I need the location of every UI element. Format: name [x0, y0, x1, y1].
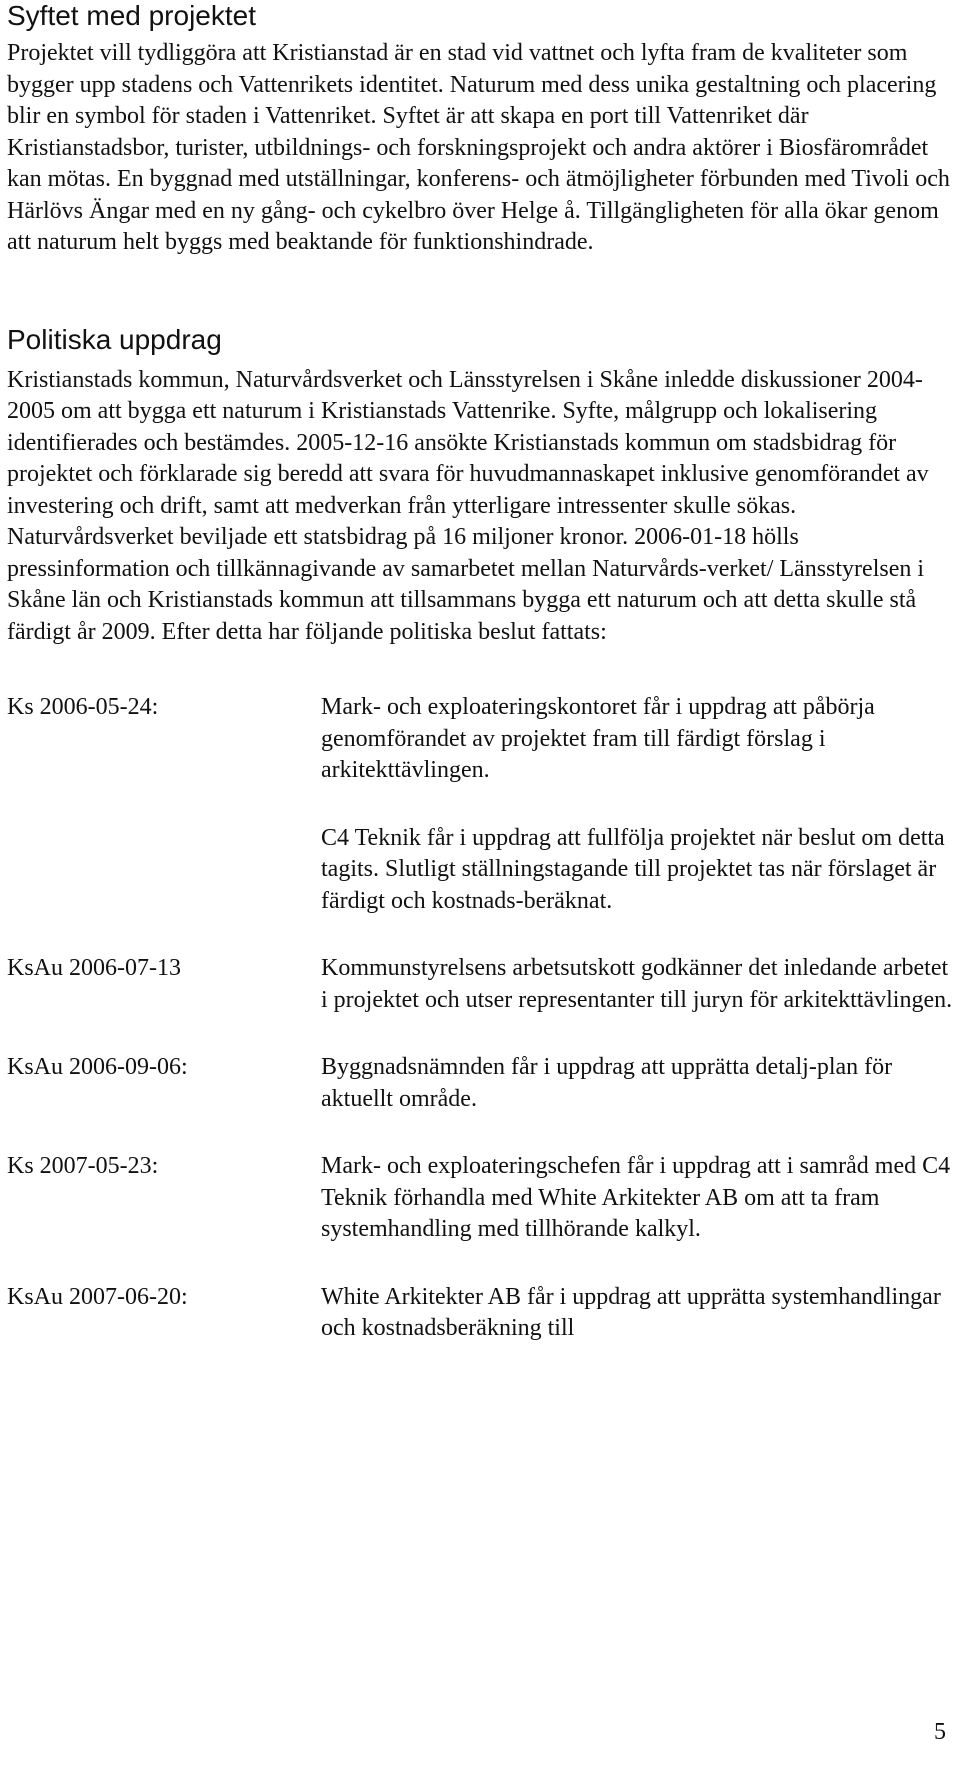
- decision-item: [7, 1052, 953, 1115]
- decision-label: KsAu 2007-06-20:: [7, 1283, 188, 1310]
- decision-item: [7, 692, 953, 787]
- decision-text: Mark- och exploateringskontoret får i uppdrag att påbörja genomförandet av projektet fram till färdigt förslag i arkitekttävlingen.: [321, 694, 875, 783]
- page-number: 5: [934, 1719, 946, 1745]
- decision-text: White Arkitekter AB får i uppdrag att upprätta systemhandlingar och kostnadsberäkning till: [321, 1283, 941, 1341]
- section-heading-politiska: Politiska uppdrag: [7, 323, 222, 355]
- section-heading-syftet: Syftet med projektet: [7, 0, 257, 31]
- section-body-politiska: Kristianstads kommun, Naturvårdsverket och Länsstyrelsen i Skåne inledde diskussioner 2004-2005 om att bygga ett naturum i Kristianstads Vattenrike. Syfte, målgrupp och lokalisering identifierades och bestämdes. 2005-12-16 ansökte Kristianstads kommun om stadsbidrag för projektet och förklarade sig beredd att svara för huvudmannaskapet inklusive genomförandet av investering och drift, samt att medverkan från ytterligare intressenter skulle sökas. Naturvårdsverket beviljade ett statsbidrag på 16 miljoner kronor. 2006-01-18 hölls pressinformation och tillkännagivande av samarbetet mellan Naturvårds-verket/ Länsstyrelsen i Skåne län och Kristianstads kommun att tillsammans bygga ett naturum och att detta skulle stå färdigt år 2009. Efter detta har följande politiska beslut fattats:: [7, 366, 929, 645]
- decision-text: Byggnadsnämnden får i uppdrag att upprätta detalj-plan för aktuellt område.: [321, 1054, 893, 1112]
- decision-label: Ks 2006-05-24:: [7, 694, 159, 720]
- decision-item: [7, 1151, 953, 1246]
- decision-item: [7, 1282, 953, 1345]
- decision-text: Mark- och exploateringschefen får i uppdrag att i samråd med C4 Teknik förhandla med White Arkitekter AB om att ta fram systemhandling med tillhörande kalkyl.: [321, 1153, 951, 1242]
- decision-label: KsAu 2006-07-13: [7, 955, 181, 981]
- decision-text: C4 Teknik får i uppdrag att fullfölja projektet när beslut om detta tagits. Slutligt ställningstagande till projektet tas när förslaget är färdigt och kostnads-beräknat.: [321, 824, 945, 914]
- decision-text: Kommunstyrelsens arbetsutskott godkänner det inledande arbetet i projektet och utser representanter till juryn för arkitekttävlingen.: [321, 955, 953, 1013]
- decision-item: [7, 953, 953, 1016]
- document-page: [7, 0, 953, 1345]
- decision-list: [7, 692, 953, 1345]
- decision-label: Ks 2007-05-23:: [7, 1153, 159, 1179]
- decision-label: KsAu 2006-09-06:: [7, 1054, 188, 1080]
- section-body-syftet: Projektet vill tydliggöra att Kristianstad är en stad vid vattnet och lyfta fram de kvaliteter som bygger upp stadens och Vattenrikets identitet. Naturum med dess unika gestaltning och placering blir en symbol för staden i Vattenriket. Syftet är att skapa en port till Vattenriket där Kristianstadsbor, turister, utbildnings- och forskningsprojekt och andra aktörer i Biosfärområdet kan mötas. En byggnad med utställningar, konferens- och ätmöjligheter förbunden med Tivoli och Härlövs Ängar med en ny gång- och cykelbro över Helge å. Tillgängligheten för alla ökar genom att naturum helt byggs med beaktande för funktionshindrade.: [7, 40, 950, 255]
- decision-item: [7, 823, 953, 918]
- decision-label: [7, 823, 321, 824]
